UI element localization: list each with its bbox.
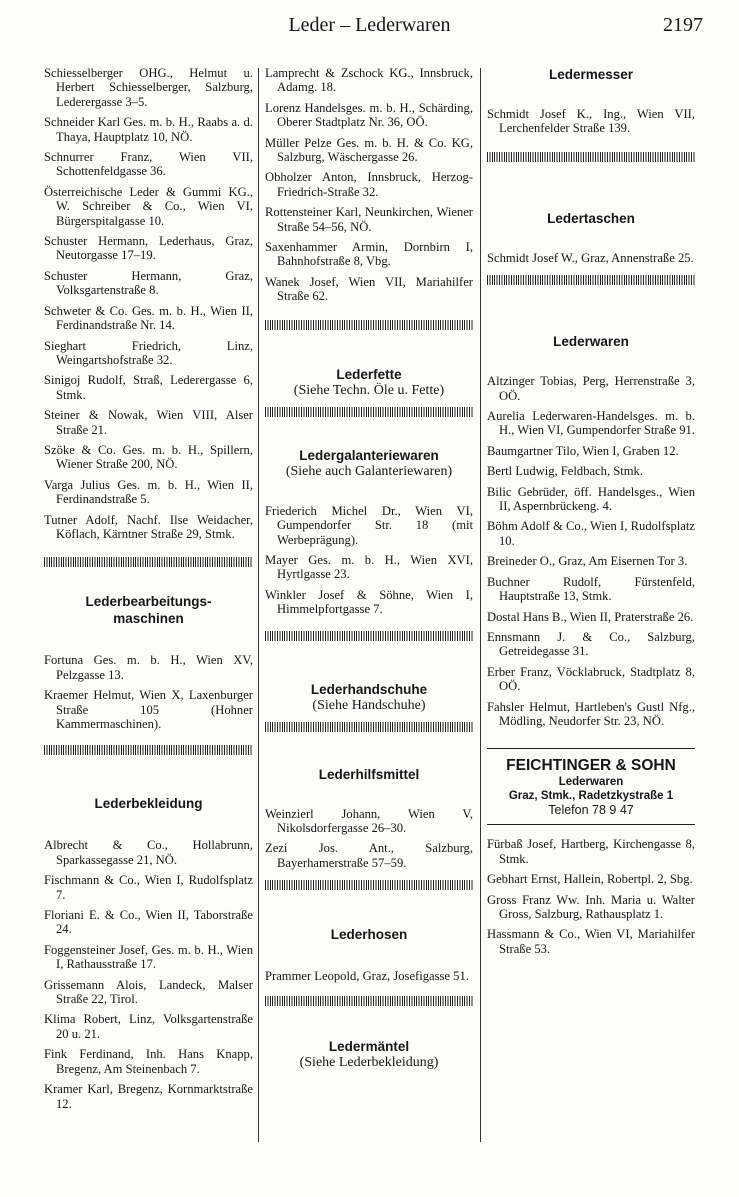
section-separator: [487, 275, 695, 285]
ad-phone: Telefon 78 9 47: [548, 803, 634, 818]
directory-entry: Lamprecht & Zschock KG., Innsbruck, Adamg. 18.: [265, 66, 473, 95]
section-separator: [265, 996, 473, 1006]
page-header: [0, 14, 739, 42]
entry-list: [265, 66, 473, 304]
directory-entry: Saxenhammer Armin, Dornbirn I, Bahnhofstraße 8, Vbg.: [265, 240, 473, 269]
directory-entry: Grissemann Alois, Landeck, Malser Straße 22, Tirol.: [44, 977, 253, 1007]
directory-entry: Schuster Hermann, Lederhaus, Graz, Neutorgasse 17–19.: [44, 234, 253, 263]
section-separator: [265, 880, 473, 890]
directory-entry: Tutner Adolf, Nachf. Ilse Weidacher, Köflach, Kärntner Straße 29, Stmk.: [44, 512, 253, 541]
directory-entry: Dostal Hans B., Wien II, Praterstraße 26.: [487, 609, 694, 624]
section-reference: (Siehe Handschuhe): [312, 697, 426, 713]
directory-entry: Fink Ferdinand, Inh. Hans Knapp, Bregenz, Am Steinenbach 7.: [44, 1047, 253, 1076]
section-reference: (Siehe Techn. Öle u. Fette): [293, 382, 445, 398]
directory-entry: Aurelia Lederwaren-Handelsges. m. b. H., Wien VI, Gumpendorfer Straße 91.: [487, 409, 695, 438]
directory-entry: Ennsmann J. & Co., Salzburg, Getreidegasse 31.: [487, 629, 695, 659]
section-heading-ledermaentel: Ledermäntel: [328, 1038, 410, 1054]
section-separator: [265, 722, 473, 732]
advertisement-box: [487, 748, 695, 825]
directory-entry: Gebhart Ernst, Hallein, Robertpl. 2, Sbg.: [487, 872, 693, 887]
entry-list: [265, 504, 473, 617]
page-title: Leder – Lederwaren: [288, 14, 451, 36]
directory-entry: Schweter & Co. Ges. m. b. H., Wien II, Ferdinandstraße Nr. 14.: [44, 303, 253, 333]
section-heading-lederhandschuhe: Lederhandschuhe: [310, 681, 428, 697]
entry-list: [487, 374, 695, 728]
directory-entry: Schiesselberger OHG., Helmut u. Herbert Schiesselberger, Salzburg, Lederergasse 3–5.: [44, 66, 253, 109]
column-rule: [258, 68, 259, 1142]
entry-list: [44, 838, 253, 1111]
section-separator: [265, 320, 473, 330]
column-3: [487, 66, 695, 962]
directory-entry: Fahsler Helmut, Hartleben's Gustl Nfg., Mödling, Neudorfer Str. 23, NÖ.: [487, 699, 695, 728]
entry-list: [487, 251, 695, 265]
directory-entry: Kraemer Helmut, Wien X, Laxenburger Straße 105 (Hohner Kammermaschinen).: [44, 688, 253, 731]
directory-entry: Erber Franz, Vöcklabruck, Stadtplatz 8, OÖ.: [487, 664, 695, 694]
directory-entry: Klima Robert, Linz, Volksgartenstraße 20 u. 21.: [44, 1012, 253, 1041]
directory-entry: Schmidt Josef W., Graz, Annenstraße 25.: [487, 250, 694, 265]
directory-entry: Fortuna Ges. m. b. H., Wien XV, Pelzgasse 13.: [44, 653, 253, 682]
directory-entry: Zezi Jos. Ant., Salzburg, Bayerhamerstraße 57–59.: [265, 841, 473, 870]
entry-list: [44, 653, 253, 731]
directory-entry: Prammer Leopold, Graz, Josefigasse 51.: [265, 969, 469, 984]
column-rule: [480, 68, 481, 1142]
section-reference: (Siehe Lederbekleidung): [299, 1054, 439, 1070]
directory-entry: Obholzer Anton, Innsbruck, Herzog-Friedrich-Straße 32.: [265, 170, 473, 199]
section-heading-lederwaren: Lederwaren: [553, 334, 629, 350]
column-1: [44, 66, 253, 1117]
directory-entry: Breineder O., Graz, Am Eisernen Tor 3.: [487, 554, 688, 569]
entry-list: [487, 107, 695, 136]
directory-entry: Baumgartner Tilo, Wien I, Graben 12.: [487, 443, 679, 458]
section-heading-lederbearbeitungsmaschinen: Lederbearbeitungs- maschinen: [85, 594, 212, 627]
ad-company-name: FEICHTINGER & SOHN: [506, 757, 676, 775]
directory-entry: Schuster Hermann, Graz, Volksgartenstraße 8.: [44, 268, 253, 298]
directory-entry: Schneider Karl Ges. m. b. H., Raabs a. d. Thaya, Hauptplatz 10, NÖ.: [44, 115, 253, 144]
section-heading-lederbekleidung: Lederbekleidung: [94, 796, 203, 812]
entry-list: [265, 969, 473, 983]
directory-entry: Buchner Rudolf, Fürstenfeld, Hauptstraße 13, Stmk.: [487, 574, 695, 604]
directory-entry: Winkler Josef & Söhne, Wien I, Himmelpfortgasse 7.: [265, 587, 473, 617]
section-separator: [44, 745, 253, 755]
directory-entry: Wanek Josef, Wien VII, Mariahilfer Straße 62.: [265, 274, 473, 304]
section-heading-lederfette: Lederfette: [336, 366, 402, 382]
section-separator: [44, 557, 253, 567]
directory-entry: Bilic Gebrüder, öff. Handelsges., Wien II, Aspernbrückeng. 4.: [487, 484, 695, 514]
directory-entry: Fischmann & Co., Wien I, Rudolfsplatz 7.: [44, 873, 253, 902]
directory-entry: Floriani E. & Co., Wien II, Taborstraße 24.: [44, 908, 253, 937]
directory-entry: Friederich Michel Dr., Wien VI, Gumpendorfer Str. 18 (mit Werbeprägung).: [265, 503, 473, 547]
section-separator: [265, 631, 473, 641]
directory-entry: Sieghart Friedrich, Linz, Weingartshofstraße 32.: [44, 338, 253, 367]
directory-entry: Sinigoj Rudolf, Straß, Lederergasse 6, Stmk.: [44, 373, 253, 402]
ad-address: Graz, Stmk., Radetzkystraße 1: [508, 790, 674, 803]
directory-entry: Steiner & Nowak, Wien VIII, Alser Straße 21.: [44, 408, 253, 437]
section-heading-lederhilfsmittel: Lederhilfsmittel: [318, 766, 420, 782]
directory-entry: Szöke & Co. Ges. m. b. H., Spillern, Wiener Straße 200, NÖ.: [44, 442, 253, 472]
page-number: 2197: [663, 14, 703, 36]
directory-entry: Altzinger Tobias, Perg, Herrenstraße 3, OÖ.: [487, 374, 695, 403]
directory-entry: Böhm Adolf & Co., Wien I, Rudolfsplatz 10.: [487, 519, 695, 548]
directory-entry: Bertl Ludwig, Feldbach, Stmk.: [487, 464, 644, 479]
directory-entry: Fürbaß Josef, Hartberg, Kirchengasse 8, Stmk.: [487, 837, 695, 866]
directory-entry: Lorenz Handelsges. m. b. H., Schärding, Oberer Stadtplatz Nr. 36, OÖ.: [265, 100, 473, 130]
entry-list: [265, 807, 473, 871]
directory-entry: Weinzierl Johann, Wien V, Nikolsdorfergasse 26–30.: [265, 806, 473, 835]
ad-category: Lederwaren: [558, 776, 624, 789]
section-reference: (Siehe auch Galanteriewaren): [285, 463, 453, 479]
directory-entry: Rottensteiner Karl, Neunkirchen, Wiener Straße 54–56, NÖ.: [265, 205, 473, 234]
directory-entry: Schmidt Josef K., Ing., Wien VII, Lerchenfelder Straße 139.: [487, 107, 695, 136]
section-heading-ledertaschen: Ledertaschen: [547, 210, 635, 226]
directory-entry: Foggensteiner Josef, Ges. m. b. H., Wien I, Rathausstraße 17.: [44, 942, 253, 972]
directory-entry: Österreichische Leder & Gummi KG., W. Schreiber & Co., Wien VI, Bürgerspitalgasse 10.: [44, 184, 253, 228]
directory-entry: Mayer Ges. m. b. H., Wien XVI, Hyrtlgasse 23.: [265, 552, 473, 582]
section-heading-lederhosen: Lederhosen: [330, 927, 408, 943]
section-separator: [487, 152, 695, 162]
column-2: [265, 66, 473, 1071]
directory-entry: Hassmann & Co., Wien VI, Mariahilfer Straße 53.: [487, 927, 695, 956]
section-separator: [265, 407, 473, 417]
directory-entry: Kramer Karl, Bregenz, Kornmarktstraße 12.: [44, 1082, 253, 1111]
directory-entry: Albrecht & Co., Hollabrunn, Sparkassegasse 21, NÖ.: [44, 838, 253, 867]
directory-entry: Schnurrer Franz, Wien VII, Schottenfeldgasse 36.: [44, 150, 253, 179]
directory-entry: Gross Franz Ww. Inh. Maria u. Walter Gross, Salzburg, Rathausplatz 1.: [487, 892, 695, 921]
section-heading-ledermesser: Ledermesser: [548, 67, 634, 82]
section-heading-ledergalanteriewaren: Ledergalanteriewaren: [299, 447, 439, 463]
directory-entry: Varga Julius Ges. m. b. H., Wien II, Ferdinandstraße 5.: [44, 477, 253, 507]
entry-list: [44, 66, 253, 541]
directory-entry: Müller Pelze Ges. m. b. H. & Co. KG, Salzburg, Wäschergasse 26.: [265, 135, 473, 165]
entry-list: [487, 837, 695, 956]
